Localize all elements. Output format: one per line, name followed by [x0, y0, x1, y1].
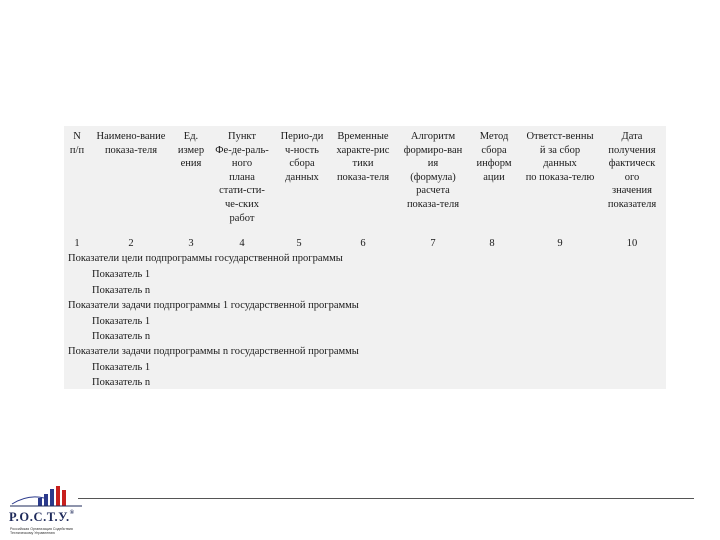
logo-name-text: Р.О.С.Т.У. — [9, 510, 70, 524]
footer-divider — [78, 498, 694, 499]
col-header-actual-date: Дата получения фактическ ого значения показателя — [607, 131, 657, 210]
table-row: Показатель 1 — [92, 269, 151, 280]
col-header-responsible: Ответст-венны й за сбор данных по показа-телю — [525, 131, 595, 183]
col-header-algorithm: Алгоритм формиро-ван ия (формула) расчета показа-теля — [403, 131, 463, 210]
col-header-plan-item: Пункт Фе-де-раль- ного плана стати-сти- че-ских работ — [215, 131, 269, 224]
col-header-number: N п/п — [69, 131, 85, 156]
table-row: Показатель n — [92, 285, 151, 296]
col-number-2: 2 — [128, 238, 134, 249]
col-number-9: 9 — [557, 238, 563, 249]
col-number-10: 10 — [626, 238, 638, 249]
col-number-1: 1 — [74, 238, 80, 249]
col-header-indicator-name: Наимено-вание показа-теля — [96, 131, 166, 156]
col-header-collection-method: Метод сбора информ ации — [476, 131, 512, 183]
col-number-3: 3 — [188, 238, 194, 249]
section-task1-indicators: Показатели задачи подпрограммы 1 государственной программы — [68, 300, 359, 311]
col-number-6: 6 — [360, 238, 366, 249]
section-taskn-indicators: Показатели задачи подпрограммы n государственной программы — [68, 346, 359, 357]
col-header-time-characteristics: Временные характе-рис тики показа-теля — [336, 131, 390, 183]
col-number-4: 4 — [239, 238, 245, 249]
table-row: Показатель 1 — [92, 362, 151, 373]
table-row: Показатель n — [92, 377, 151, 388]
logo-subtitle: Российская Организация Содействия Техническому Управлению — [10, 527, 73, 536]
table-row: Показатель 1 — [92, 316, 151, 327]
col-number-7: 7 — [430, 238, 436, 249]
col-number-5: 5 — [296, 238, 302, 249]
col-number-8: 8 — [489, 238, 495, 249]
logo-registered-mark: ® — [69, 510, 75, 516]
col-header-unit: Ед. измер ения — [177, 131, 205, 170]
section-goal-indicators: Показатели цели подпрограммы государственной программы — [68, 253, 343, 264]
logo-name — [9, 510, 83, 525]
col-header-periodicity: Перио-ди ч-ность сбора данных — [280, 131, 324, 183]
table-row: Показатель n — [92, 331, 151, 342]
